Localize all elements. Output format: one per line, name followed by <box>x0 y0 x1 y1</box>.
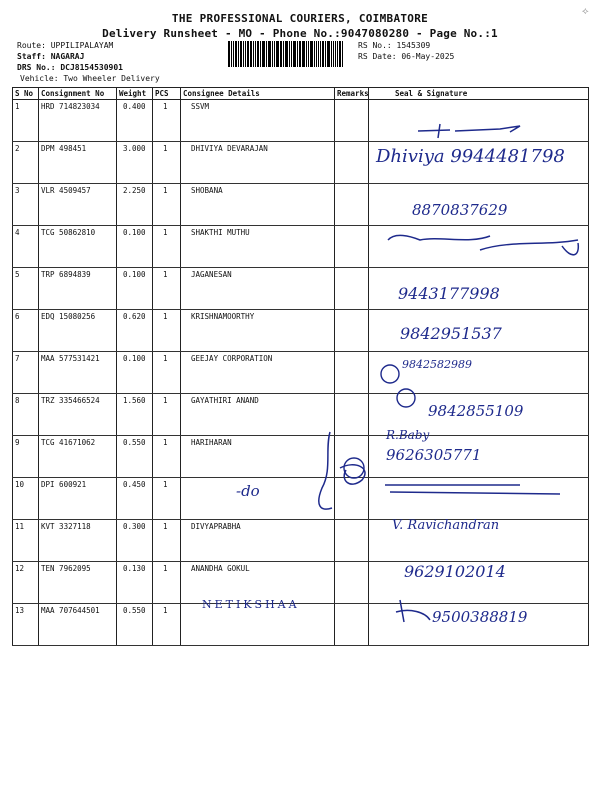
corner-mark: ⟡ <box>582 6 589 17</box>
cell-sno: 3 <box>13 184 39 226</box>
cell-weight: 0.450 <box>117 478 153 520</box>
cell-cno: DPI 600921 <box>39 478 117 520</box>
cell-pcs: 1 <box>153 268 181 310</box>
cell-pcs: 1 <box>153 226 181 268</box>
cell-cno: EDQ 15080256 <box>39 310 117 352</box>
cell-consignee: ANANDHA GOKUL <box>181 562 335 604</box>
cell-weight: 0.400 <box>117 100 153 142</box>
cell-consignee: GEEJAY CORPORATION <box>181 352 335 394</box>
company-title: THE PROFESSIONAL COURIERS, COIMBATORE <box>171 12 429 25</box>
cell-sno: 5 <box>13 268 39 310</box>
cell-weight: 0.550 <box>117 604 153 646</box>
cell-pcs: 1 <box>153 142 181 184</box>
cell-consignee: DIVYAPRABHA <box>181 520 335 562</box>
cell-cno: HRD 714823034 <box>39 100 117 142</box>
cell-sno: 9 <box>13 436 39 478</box>
signature-row1 <box>418 124 520 138</box>
signature-row10-strike <box>385 485 560 494</box>
cell-weight: 0.130 <box>117 562 153 604</box>
cell-weight: 1.560 <box>117 394 153 436</box>
cell-cno: TRP 6894839 <box>39 268 117 310</box>
cell-sno: 10 <box>13 478 39 520</box>
col-header: Weight <box>117 88 153 100</box>
staff-label: Staff: NAGARAJ <box>17 52 85 61</box>
handwritten-row3: 8870837629 <box>412 201 508 219</box>
cell-pcs: 1 <box>153 478 181 520</box>
col-header: Consignee Details <box>181 88 335 100</box>
handwritten-row6: 9842951537 <box>400 324 502 343</box>
col-header: PCS <box>153 88 181 100</box>
cell-weight: 0.100 <box>117 226 153 268</box>
cell-consignee: SSVM <box>181 100 335 142</box>
signature-row4 <box>388 235 578 254</box>
handwritten-row12: 9629102014 <box>404 562 506 581</box>
cell-sno: 13 <box>13 604 39 646</box>
cell-weight: 2.250 <box>117 184 153 226</box>
cell-pcs: 1 <box>153 436 181 478</box>
route-label: Route: UPPILIPALAYAM <box>17 41 114 50</box>
rs-date: RS Date: 06-May-2025 <box>358 52 455 61</box>
handwritten-row7: 9842582989 <box>402 358 472 371</box>
cell-pcs: 1 <box>153 100 181 142</box>
cell-sno: 1 <box>13 100 39 142</box>
cell-cno: VLR 4509457 <box>39 184 117 226</box>
handwritten-row9-phone: 9626305771 <box>386 446 482 464</box>
cell-sno: 4 <box>13 226 39 268</box>
col-header: Seal & Signature <box>369 88 589 100</box>
cell-consignee: GAYATHIRI ANAND <box>181 394 335 436</box>
cell-weight: 0.100 <box>117 352 153 394</box>
cell-cno: DPM 498451 <box>39 142 117 184</box>
handwritten-row13-name: NETIKSHAA <box>202 598 300 611</box>
signature-row13-scribble <box>396 600 430 622</box>
cell-consignee: SHOBANA <box>181 184 335 226</box>
handwritten-row9-name: R.Baby <box>386 428 430 442</box>
cell-pcs: 1 <box>153 604 181 646</box>
cell-cno: TCG 41671062 <box>39 436 117 478</box>
cell-sno: 6 <box>13 310 39 352</box>
signature-row9-scribble <box>319 432 365 509</box>
col-header: Consignment No <box>39 88 117 100</box>
cell-weight: 0.550 <box>117 436 153 478</box>
cell-sno: 7 <box>13 352 39 394</box>
cell-cno: MAA 707644501 <box>39 604 117 646</box>
cell-cno: MAA 577531421 <box>39 352 117 394</box>
cell-cno: KVT 3327118 <box>39 520 117 562</box>
cell-sno: 2 <box>13 142 39 184</box>
cell-pcs: 1 <box>153 352 181 394</box>
runsheet-subtitle: Delivery Runsheet - MO - Phone No.:9047080280 - Page No.:1 <box>102 27 498 40</box>
handwritten-row8: 9842855109 <box>428 402 524 420</box>
col-header: S No <box>13 88 39 100</box>
rs-number: RS No.: 1545309 <box>358 41 431 50</box>
cell-consignee: DHIVIYA DEVARAJAN <box>181 142 335 184</box>
cell-consignee: KRISHNAMOORTHY <box>181 310 335 352</box>
cell-consignee: HARIHARAN <box>181 436 335 478</box>
cell-weight: 0.300 <box>117 520 153 562</box>
cell-sno: 11 <box>13 520 39 562</box>
col-header: Remarks <box>335 88 369 100</box>
handwritten-row13-phone: 9500388819 <box>432 608 528 626</box>
cell-cno: TEN 7962095 <box>39 562 117 604</box>
handwritten-row5: 9443177998 <box>398 284 500 303</box>
cell-weight: 0.620 <box>117 310 153 352</box>
cell-weight: 3.000 <box>117 142 153 184</box>
cell-pcs: 1 <box>153 184 181 226</box>
cell-pcs: 1 <box>153 394 181 436</box>
drs-label: DRS No.: DCJ8154530901 <box>17 63 123 72</box>
cell-pcs: 1 <box>153 310 181 352</box>
cell-weight: 0.100 <box>117 268 153 310</box>
vehicle-label: Vehicle: Two Wheeler Delivery <box>20 74 160 83</box>
cell-cno: TCG 50862810 <box>39 226 117 268</box>
handwritten-row2: Dhiviya 9944481798 <box>376 146 565 167</box>
cell-consignee: JAGANESAN <box>181 268 335 310</box>
cell-consignee: SHAKTHI MUTHU <box>181 226 335 268</box>
cell-sno: 12 <box>13 562 39 604</box>
cell-pcs: 1 <box>153 562 181 604</box>
handwritten-row10: -do <box>236 482 260 500</box>
handwritten-row11: V. Ravichandran <box>392 518 500 533</box>
cell-cno: TRZ 335466524 <box>39 394 117 436</box>
cell-sno: 8 <box>13 394 39 436</box>
cell-pcs: 1 <box>153 520 181 562</box>
